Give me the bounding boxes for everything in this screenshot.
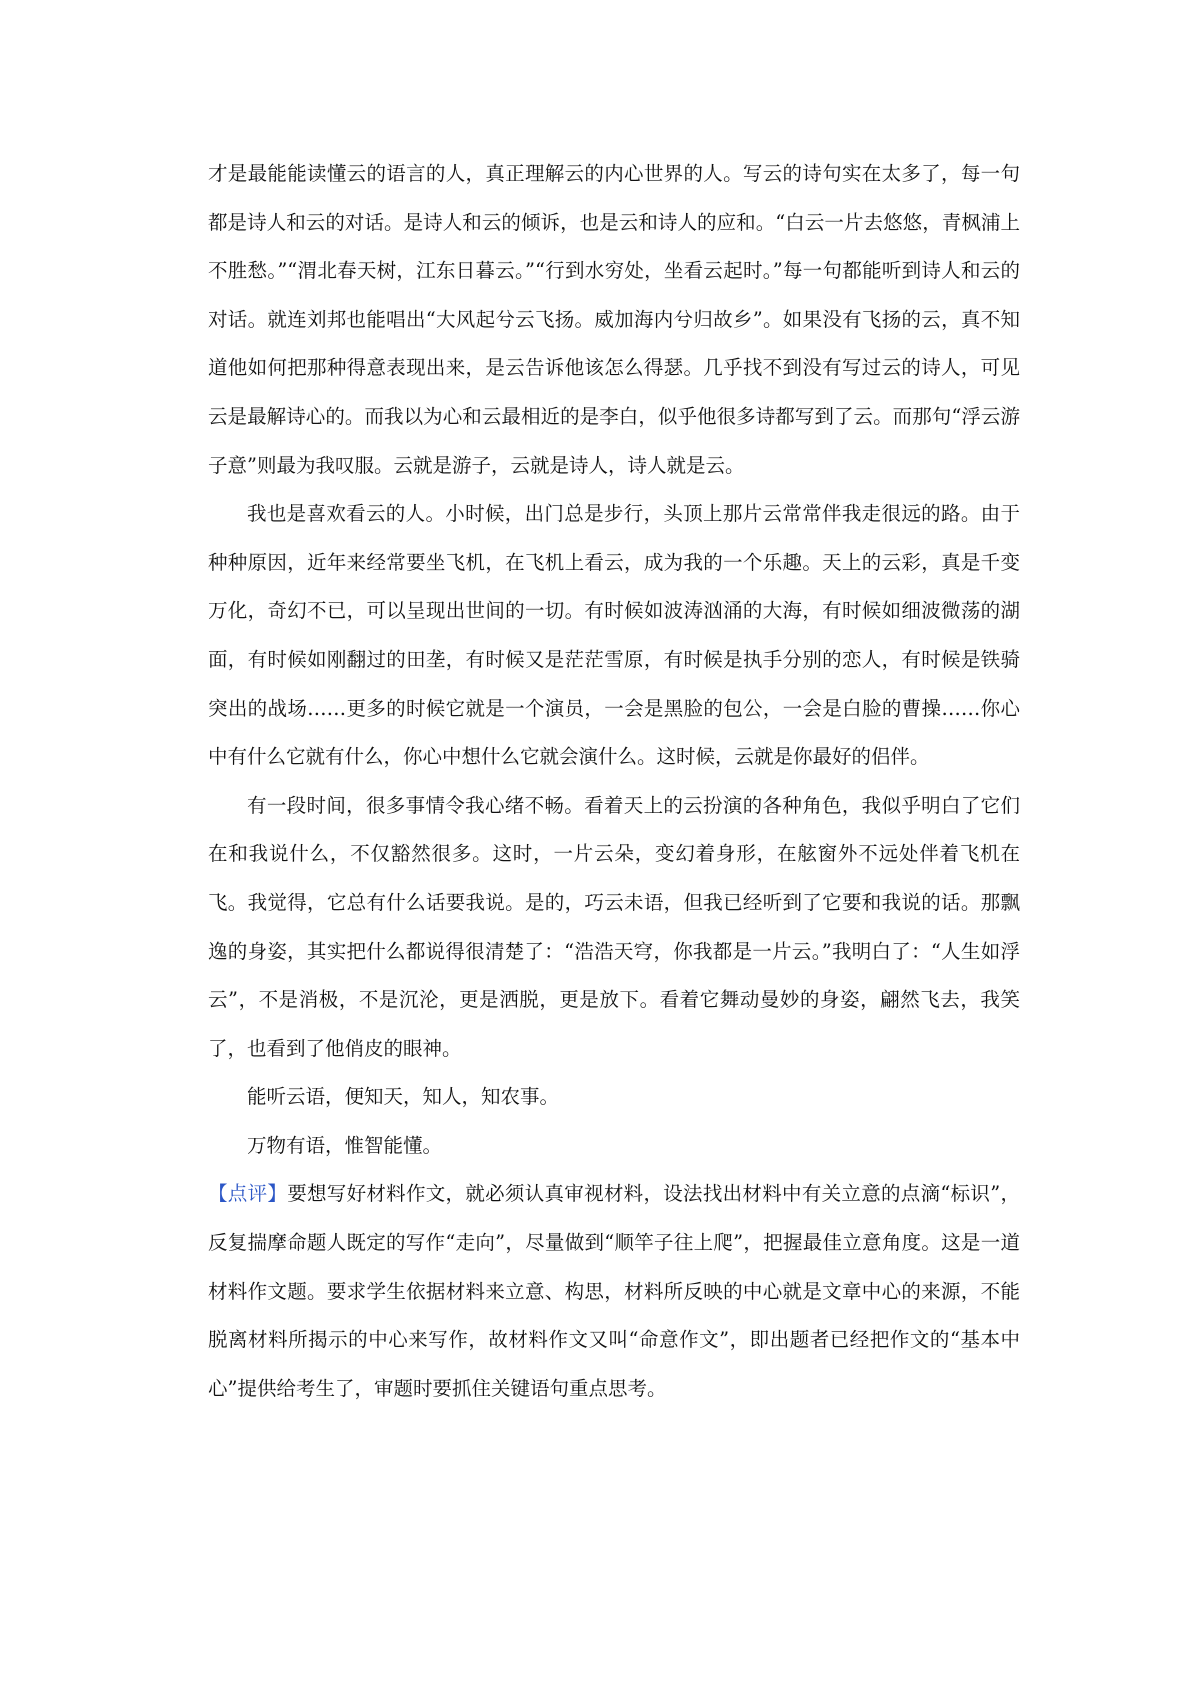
paragraph-continuation: 才是最能能读懂云的语言的人，真正理解云的内心世界的人。写云的诗句实在太多了，每一句都是诗人和云的对话。是诗人和云的倾诉，也是云和诗人的应和。“白云一片去悠悠，青枫浦上不胜愁。”“渭北春天树，江东日暮云。”“行到水穷处，坐看云起时。”每一句都能听到诗人和云的对话。就连刘邦也能唱出“大风起兮云飞扬。威加海内兮归故乡”。如果没有飞扬的云，真不知道他如何把那种得意表现出来，是云告诉他该怎么得瑟。几乎找不到没有写过云的诗人，可见云是最解诗心的。而我以为心和云最相近的是李白，似乎他很多诗都写到了云。而那句“浮云游子意”则最为我叹服。云就是游子，云就是诗人，诗人就是云。 <box>208 162 1020 477</box>
comment-text: 要想写好材料作文，就必须认真审视材料，设法找出材料中有关立意的点滴“标识”，反复揣摩命题人既定的写作“走向”，尽量做到“顺竿子往上爬”，把握最佳立意角度。这是一道材料作文题。要求学生依据材料来立意、构思，材料所反映的中心就是文章中心的来源，不能脱离材料所揭示的中心来写作，故材料作文又叫“命意作文”，即出题者已经把作文的“基本中心”提供给考生了，审题时要抓住关键语句重点思考。 <box>208 1182 1020 1400</box>
comment-tag: 【点评】 <box>208 1182 288 1206</box>
paragraph-closing: 万物有语，惟智能懂。 <box>247 1133 443 1157</box>
paragraph-cloud-speaks: 有一段时间，很多事情令我心绪不畅。看着天上的云扮演的各种角色，我似乎明白了它们在和我说什么，不仅豁然很多。这时，一片云朵，变幻着身形，在舷窗外不远处伴着飞机在飞。我觉得，它总有什么话要我说。是的，巧云未语，但我已经听到了它要和我说的话。那飘逸的身姿，其实把什么都说得很清楚了：“浩浩天穹，你我都是一片云。”我明白了：“人生如浮云”，不是消极，不是沉沦，更是洒脱，更是放下。看着它舞动曼妙的身姿，翩然飞去，我笑了，也看到了他俏皮的眼神。 <box>208 793 1020 1060</box>
paragraph-listen-clouds: 能听云语，便知天，知人，知农事。 <box>247 1085 560 1109</box>
paragraph-watching-clouds: 我也是喜欢看云的人。小时候，出门总是步行，头顶上那片云常常伴我走很远的路。由于种种原因，近年来经常要坐飞机，在飞机上看云，成为我的一个乐趣。天上的云彩，真是千变万化，奇幻不已，可以呈现出世间的一切。有时候如波涛汹涌的大海，有时候如细波微荡的湖面，有时候如刚翻过的田垄，有时候又是茫茫雪原，有时候是执手分别的恋人，有时候是铁骑突出的战场……更多的时候它就是一个演员，一会是黑脸的包公，一会是白脸的曹操……你心中有什么它就有什么，你心中想什么它就会演什么。这时候，云就是你最好的侣伴。 <box>208 502 1020 769</box>
document-body <box>208 150 1020 1413</box>
comment-paragraph <box>208 1170 1020 1413</box>
